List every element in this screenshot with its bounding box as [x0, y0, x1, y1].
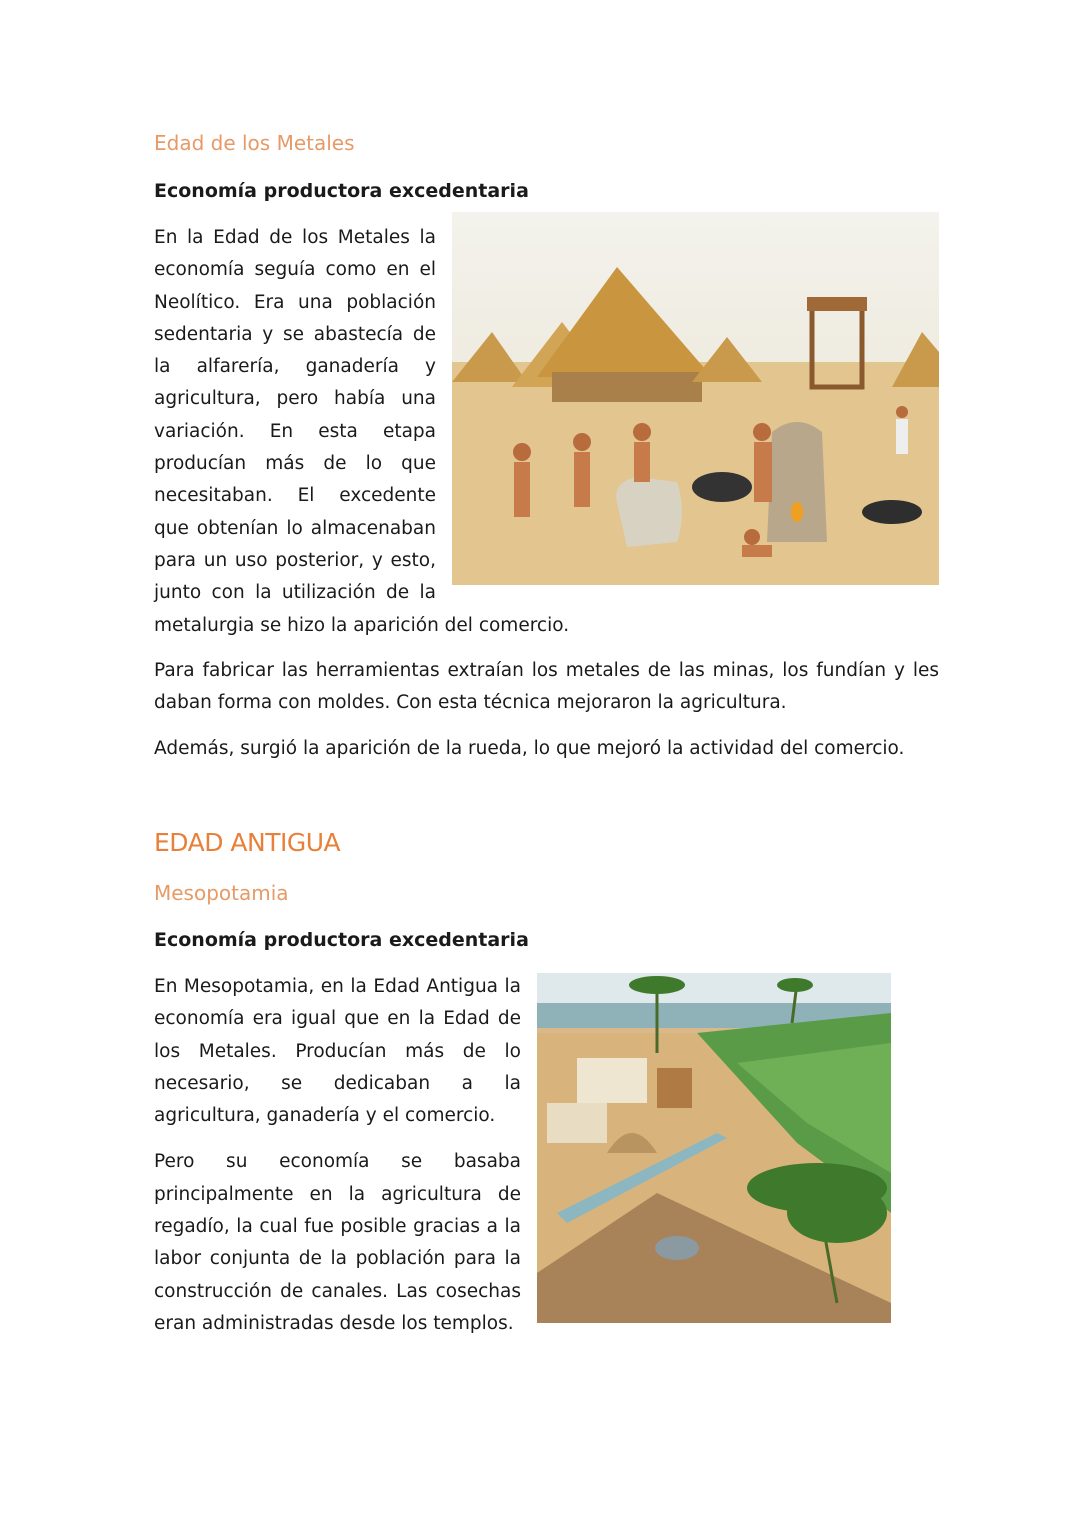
metal-age-illustration — [452, 212, 939, 585]
mesopotamia-paragraph-1: En Mesopotamia, en la Edad Antigua la economía era igual que en la Edad de los Metales. Producían más de lo necesario, se dedicaban a la agricultura, ganadería y el comercio. — [154, 976, 521, 1127]
section-heading-economia-2: Economía productora excedentaria — [154, 929, 529, 951]
metales-text-block — [154, 222, 939, 642]
mesopotamia-text-block — [154, 971, 521, 1340]
metales-paragraph-3: Además, surgió la aparición de la rueda, lo que mejoró la actividad del comercio. — [154, 738, 905, 759]
mesopotamia-illustration — [537, 973, 891, 1323]
mesopotamia-paragraph-2: Pero su economía se basaba principalmente en la agricultura de regadío, la cual fue posible gracias a la labor conjunta de la población para la construcción de canales. Las cosechas eran administradas desde los templos. — [154, 1151, 521, 1334]
section-subtitle-metales: Edad de los Metales — [154, 131, 355, 155]
section-heading-economia-1: Economía productora excedentaria — [154, 180, 529, 202]
section-subtitle-mesopotamia: Mesopotamia — [154, 881, 289, 905]
section-title-edad-antigua: EDAD ANTIGUA — [154, 828, 341, 857]
metales-paragraph-1: En la Edad de los Metales la economía seguía como en el Neolítico. Era una población sedentaria y se abastecía de la alfarería, ganadería y agricultura, pero había una variación. En esta etapa producían más de lo que necesitaban. El excedente que obtenían lo almacenaban para un uso posterior, y esto, junto con la utilización de la metalurgia se hizo la aparición del comercio. — [154, 227, 570, 636]
metales-paragraph-2: Para fabricar las herramientas extraían los metales de las minas, los fundían y les daban forma con moldes. Con esta técnica mejoraron la agricultura. — [154, 660, 939, 714]
